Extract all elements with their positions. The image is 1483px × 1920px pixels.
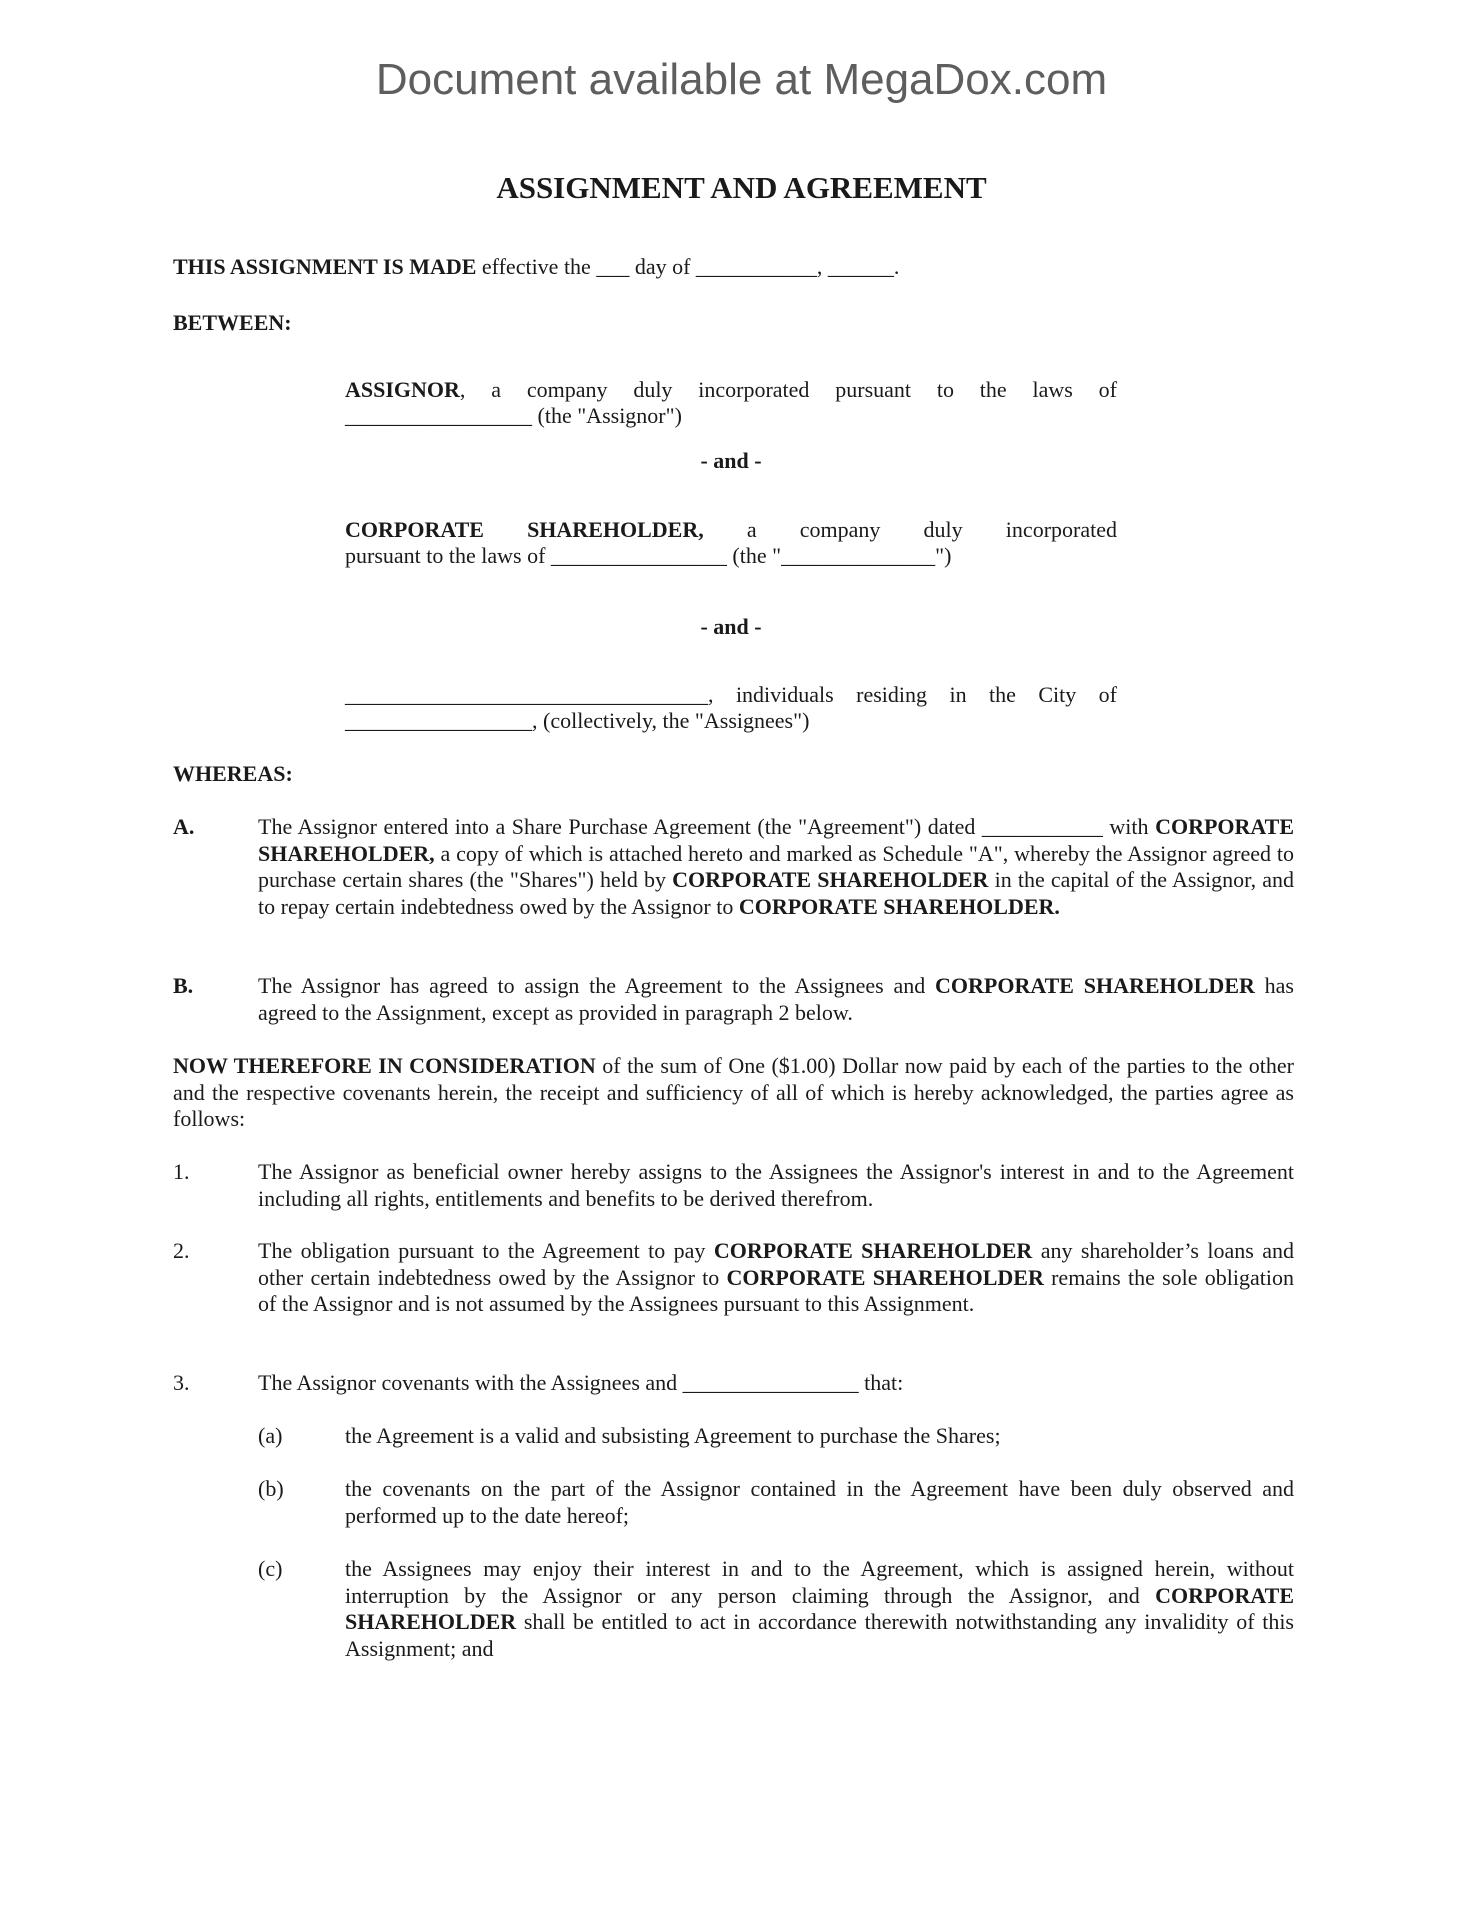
and-separator-2: - and - [700, 614, 762, 639]
and-separator-1: - and - [700, 448, 762, 473]
corporate-party-line1: CORPORATE SHAREHOLDER, a company duly incorporated [345, 517, 1117, 542]
recital-b-text: The Assignor has agreed to assign the Agreement to the Assignees and CORPORATE SHAREHOLDER has agreed to the Assignment, except as provided in paragraph 2 below. [258, 973, 1294, 1025]
recital-b-label: B. [173, 973, 194, 998]
document-title: ASSIGNMENT AND AGREEMENT [496, 170, 987, 205]
clause-2-text: The obligation pursuant to the Agreement to pay CORPORATE SHAREHOLDER any shareholder’s loans and other certain indebtedness owed by the Assignor to CORPORATE SHAREHOLDER remains the sole obligation of the Assignor and is not assumed by the Assignees pursuant to this Assignment. [258, 1238, 1295, 1316]
subclause-c-label: (c) [258, 1556, 283, 1581]
recital-a-text: The Assignor entered into a Share Purchase Agreement (the "Agreement") dated ___________ with CORPORATE SHAREHOLDER, a copy of which is attached hereto and marked as Schedule "A", whereby the Assignor agreed to purchase certain shares (the "Shares") held by CORPORATE SHAREHOLDER in the capital of the Assignor, and to repay certain indebtedness owed by the Assignor to CORPORATE SHAREHOLDER. [258, 814, 1295, 919]
between-label: BETWEEN: [173, 310, 292, 335]
recital-a-label: A. [173, 814, 195, 839]
assignor-party-line2: _________________ (the "Assignor") [345, 403, 682, 428]
corporate-party-line2: pursuant to the laws of ________________ (the "______________") [345, 543, 952, 568]
intro-rest: effective the ___ day of ___________, ______. [476, 254, 900, 279]
effective-date-line [173, 254, 1293, 281]
clause-1-text: The Assignor as beneficial owner hereby assigns to the Assignees the Assignor's interest in and to the Agreement including all rights, entitlements and benefits to be derived therefrom. [258, 1159, 1294, 1211]
assignor-name: ASSIGNOR [345, 377, 460, 402]
watermark-text: Document available at MegaDox.com [375, 55, 1108, 104]
clause-1-number: 1. [173, 1159, 190, 1184]
assignor-party-line1: ASSIGNOR, a company duly incorporated pursuant to the laws of [345, 377, 1117, 402]
subclause-c-text: the Assignees may enjoy their interest in and to the Agreement, which is assigned herein, without interruption by the Assignor or any person claiming through the Assignor, and CORPORATE SHAREHOLDER shall be entitled to act in accordance therewith notwithstanding any invalidity of this Assignment; and [345, 1556, 1294, 1661]
subclause-a-label: (a) [258, 1423, 283, 1448]
corporate-name: CORPORATE SHAREHOLDER, [345, 517, 704, 542]
individuals-party-line2: _________________, (collectively, the "Assignees") [345, 708, 810, 733]
subclause-b-label: (b) [258, 1476, 284, 1501]
clause-3-number: 3. [173, 1370, 190, 1395]
intro-lead: THIS ASSIGNMENT IS MADE [173, 254, 477, 279]
subclause-b-text: the covenants on the part of the Assignor contained in the Agreement have been duly observed and performed up to the date hereof; [345, 1476, 1294, 1528]
individuals-party-line1: _________________________________, individuals residing in the City of [345, 682, 1117, 707]
consideration-paragraph: NOW THEREFORE IN CONSIDERATION of the sum of One ($1.00) Dollar now paid by each of the parties to the other and the respective covenants herein, the receipt and sufficiency of all of which is hereby acknowledged, the parties agree as follows: [173, 1053, 1294, 1131]
subclause-a-text: the Agreement is a valid and subsisting Agreement to purchase the Shares; [345, 1423, 1001, 1448]
clause-3-text: The Assignor covenants with the Assignees and ________________ that: [258, 1370, 904, 1395]
whereas-label: WHEREAS: [173, 761, 293, 786]
clause-2-number: 2. [173, 1238, 190, 1263]
